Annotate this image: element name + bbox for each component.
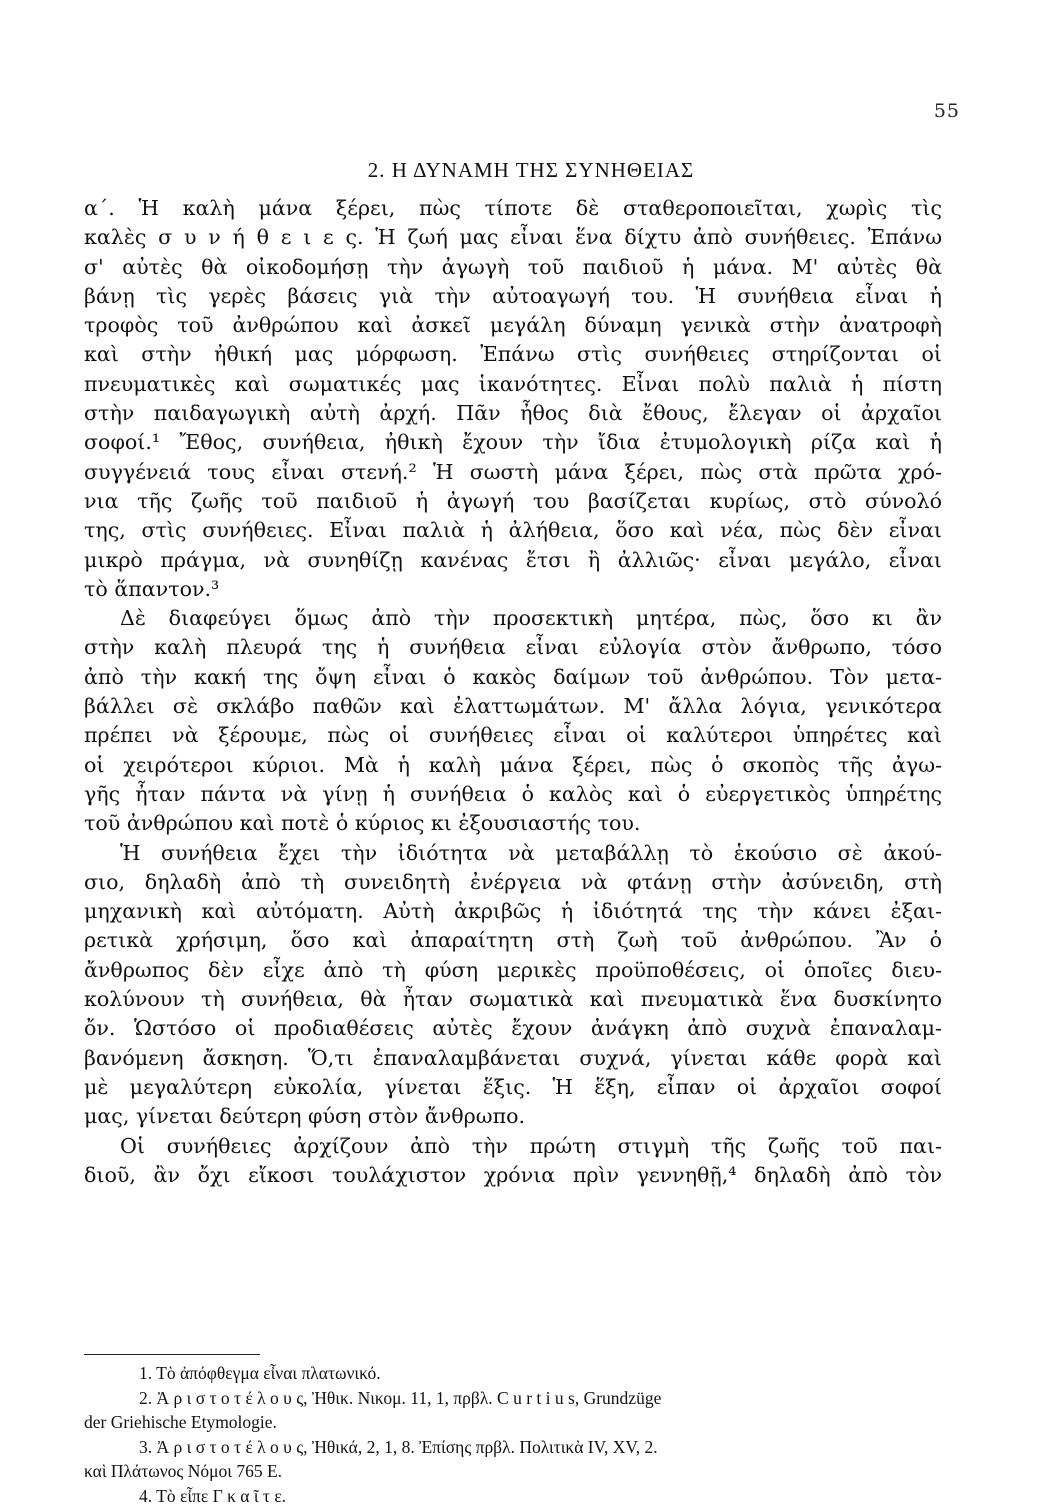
body-line: μηχανικὴ καὶ αὐτόματη. Αὐτὴ ἀκριβῶς ἡ ἰδιότητά της τὴν κάνει ἐξαι- (84, 897, 942, 926)
body-line: σιο, δηλαδὴ ἀπὸ τὴ συνειδητὴ ἐνέργεια νὰ φτάνῃ στὴν ἀσύνειδη, στὴ (84, 868, 942, 897)
body-line: γῆς ἦταν πάντα νὰ γίνῃ ἡ συνήθεια ὁ καλὸς καὶ ὁ εὐεργετικὸς ὑπηρέτης (84, 780, 942, 809)
body-line: Ἡ συνήθεια ἔχει τὴν ἰδιότητα νὰ μεταβάλλῃ τὸ ἑκούσιο σὲ ἀκού- (84, 839, 942, 868)
body-line: α΄. Ἡ καλὴ μάνα ξέρει, πὼς τίποτε δὲ σταθεροποιεῖται, χωρὶς τὶς (84, 194, 942, 223)
body-line: οἱ χειρότεροι κύριοι. Μὰ ἡ καλὴ μάνα ξέρει, πὼς ὁ σκοπὸς τῆς ἀγω- (84, 751, 942, 780)
footnote-continuation: der Griehische Etymologie. (84, 1410, 942, 1435)
body-line: στὴν παιδαγωγικὴ αὐτὴ ἀρχή. Πᾶν ἦθος διὰ ἔθους, ἔλεγαν οἱ ἀρχαῖοι (84, 399, 942, 428)
footnote: 2. Ἀ ρ ι σ τ ο τ έ λ ο υ ς, Ἠθικ. Νικομ. 11, 1, πρβλ. C u r t i u s, Grundzüge (84, 1386, 942, 1411)
body-line: ἀπὸ τὴν κακή της ὄψη εἶναι ὁ κακὸς δαίμων τοῦ ἀνθρώπου. Τὸν μετα- (84, 663, 942, 692)
body-line: ρετικὰ χρήσιμη, ὅσο καὶ ἀπαραίτητη στὴ ζωὴ τοῦ ἀνθρώπου. Ἂν ὁ (84, 926, 942, 955)
footnote: 3. Ἀ ρ ι σ τ ο τ έ λ ο υ ς, Ἠθικά, 2, 1, 8. Ἐπίσης πρβλ. Πολιτικὰ IV, XV, 2. (84, 1435, 942, 1460)
body-line: καὶ στὴν ἠθική μας μόρφωση. Ἐπάνω στὶς συνήθειες στηρίζονται οἱ (84, 340, 942, 369)
body-line: τὸ ἅπαντον.³ (84, 575, 942, 604)
footnote-continuation: καὶ Πλάτωνος Νόμοι 765 Ε. (84, 1459, 942, 1484)
body-line: καλὲς σ υ ν ή θ ε ι ε ς. Ἡ ζωή μας εἶναι ἕνα δίχτυ ἀπὸ συνήθειες. Ἐπάνω (84, 223, 942, 252)
body-line: βανόμενη ἄσκηση. Ὅ,τι ἐπαναλαμβάνεται συχνά, γίνεται κάθε φορὰ καὶ (84, 1044, 942, 1073)
body-line: της, στὶς συνήθειες. Εἶναι παλιὰ ἡ ἀλήθεια, ὅσο καὶ νέα, πὼς δὲν εἶναι (84, 516, 942, 545)
body-line: Οἱ συνήθειες ἀρχίζουν ἀπὸ τὴν πρώτη στιγμὴ τῆς ζωῆς τοῦ παι- (84, 1132, 942, 1161)
page-number: 55 (934, 100, 960, 122)
body-line: μικρὸ πράγμα, νὰ συνηθίζῃ κανένας ἔτσι ἢ ἀλλιῶς· εἶναι μεγάλο, εἶναι (84, 546, 942, 575)
body-line: πρέπει νὰ ξέρουμε, πὼς οἱ συνήθειες εἶναι οἱ καλύτεροι ὑπηρέτες καὶ (84, 721, 942, 750)
body-line: διοῦ, ἂν ὄχι εἴκοσι τουλάχιστον χρόνια πρὶν γεννηθῇ,⁴ δηλαδὴ ἀπὸ τὸν (84, 1161, 942, 1190)
body-line: κολύνουν τὴ συνήθεια, θὰ ἦταν σωματικὰ καὶ πνευματικὰ ἕνα δυσκίνητο (84, 985, 942, 1014)
footnotes (84, 1361, 942, 1508)
body-line: Δὲ διαφεύγει ὅμως ἀπὸ τὴν προσεκτικὴ μητέρα, πὼς, ὅσο κι ἂν (84, 604, 942, 633)
body-line: σοφοί.¹ Ἔθος, συνήθεια, ἠθικὴ ἔχουν τὴν ἴδια ἐτυμολογικὴ ρίζα καὶ ἡ (84, 428, 942, 457)
body-line: μας, γίνεται δεύτερη φύση στὸν ἄνθρωπο. (84, 1102, 942, 1131)
body-line: τροφὸς τοῦ ἀνθρώπου καὶ ἀσκεῖ μεγάλη δύναμη γενικὰ στὴν ἀνατροφὴ (84, 311, 942, 340)
body-line: νια τῆς ζωῆς τοῦ παιδιοῦ ἡ ἀγωγή του βασίζεται κυρίως, στὸ σύνολό (84, 487, 942, 516)
footnote: 4. Τὸ εἶπε Γ κ α ῖ τ ε. (84, 1484, 942, 1508)
body-line: στὴν καλὴ πλευρά της ἡ συνήθεια εἶναι εὐλογία στὸν ἄνθρωπο, τόσο (84, 633, 942, 662)
body-line: βάλλει σὲ σκλάβο παθῶν καὶ ἐλαττωμάτων. Μ' ἄλλα λόγια, γενικότερα (84, 692, 942, 721)
body-line: πνευματικὲς καὶ σωματικές μας ἱκανότητες. Εἶναι πολὺ παλιὰ ἡ πίστη (84, 370, 942, 399)
body-line: συγγένειά τους εἶναι στενή.² Ἡ σωστὴ μάνα ξέρει, πὼς στὰ πρῶτα χρό- (84, 458, 942, 487)
body-line: τοῦ ἀνθρώπου καὶ ποτὲ ὁ κύριος κι ἐξουσιαστής του. (84, 809, 942, 838)
body-line: σ' αὐτὲς θὰ οἰκοδομήσῃ τὴν ἀγωγὴ τοῦ παιδιοῦ ἡ μάνα. Μ' αὐτὲς θὰ (84, 253, 942, 282)
body-line: ἄνθρωπος δὲν εἶχε ἀπὸ τὴ φύση μερικὲς προϋποθέσεις, οἱ ὁποῖες διευ- (84, 956, 942, 985)
footnote: 1. Τὸ ἀπόφθεγμα εἶναι πλατωνικό. (84, 1361, 942, 1386)
body-text (84, 194, 942, 1190)
body-line: βάνῃ τὶς γερὲς βάσεις γιὰ τὴν αὐτοαγωγή του. Ἡ συνήθεια εἶναι ἡ (84, 282, 942, 311)
chapter-title: 2. Η ΔΥΝΑΜΗ ΤΗΣ ΣΥΝΗΘΕΙΑΣ (0, 158, 1062, 183)
body-line: ὄν. Ὡστόσο οἱ προδιαθέσεις αὐτὲς ἔχουν ἀνάγκη ἀπὸ συχνὰ ἐπαναλαμ- (84, 1014, 942, 1043)
body-line: μὲ μεγαλύτερη εὐκολία, γίνεται ἕξις. Ἡ ἕξη, εἶπαν οἱ ἀρχαῖοι σοφοί (84, 1073, 942, 1102)
footnote-divider (84, 1354, 260, 1355)
